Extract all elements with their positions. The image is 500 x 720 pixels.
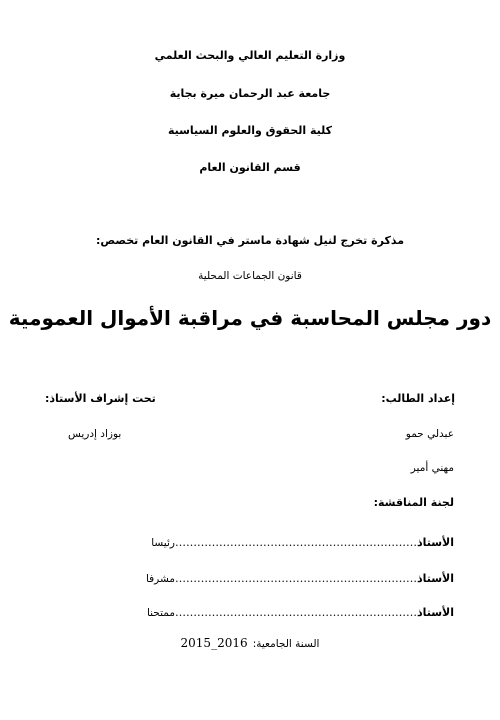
committee-member-title: الأستاذ (416, 572, 454, 585)
university-name: جامعة عبد الرحمان ميرة بجاية (169, 87, 331, 100)
students-label: إعداد الطالب: (381, 392, 455, 405)
committee-member-role: ممتحنا (146, 607, 175, 619)
committee-member-title: الأستاذ (416, 606, 454, 619)
ministry-name: وزارة التعليم العالي والبحث العلمي (154, 49, 346, 62)
memo-specialty: قانون الجماعات المحلية (198, 270, 302, 282)
academic-year-value: 2015_2016 (180, 636, 248, 650)
committee-member-dots: ………………………………………………………… (174, 606, 417, 619)
memo-title: دور مجلس المحاسبة في مراقبة الأموال العمومية (8, 306, 492, 330)
committee-member-row (44, 531, 454, 550)
student-name-1: عبدلي حمو (405, 428, 454, 440)
committee-member-title: الأستاذ (416, 536, 454, 549)
memo-purpose: مذكرة تخرج لنيل شهادة ماستر في القانون العام تخصص: (95, 234, 405, 247)
department-name: قسم القانون العام (199, 161, 301, 174)
committee-member-dots: ………………………………………………………… (174, 536, 417, 549)
committee-member-row (44, 601, 454, 620)
committee-label: لجنة المناقشة: (373, 496, 454, 509)
student-name-2: مهني أمير (410, 462, 454, 474)
faculty-name: كلية الحقوق والعلوم السياسية (167, 124, 333, 137)
supervisor-label: تحت إشراف الأستاذ: (45, 392, 156, 405)
committee-member-role: مشرفا (145, 573, 175, 585)
committee-member-role: رئيسا (151, 537, 175, 549)
academic-year-label: السنة الجامعية: (252, 638, 320, 650)
committee-member-dots: ………………………………………………………… (174, 572, 417, 585)
supervisor-name: بوزاد إدريس (68, 428, 122, 440)
academic-year (0, 632, 500, 651)
committee-member-row (44, 567, 454, 586)
